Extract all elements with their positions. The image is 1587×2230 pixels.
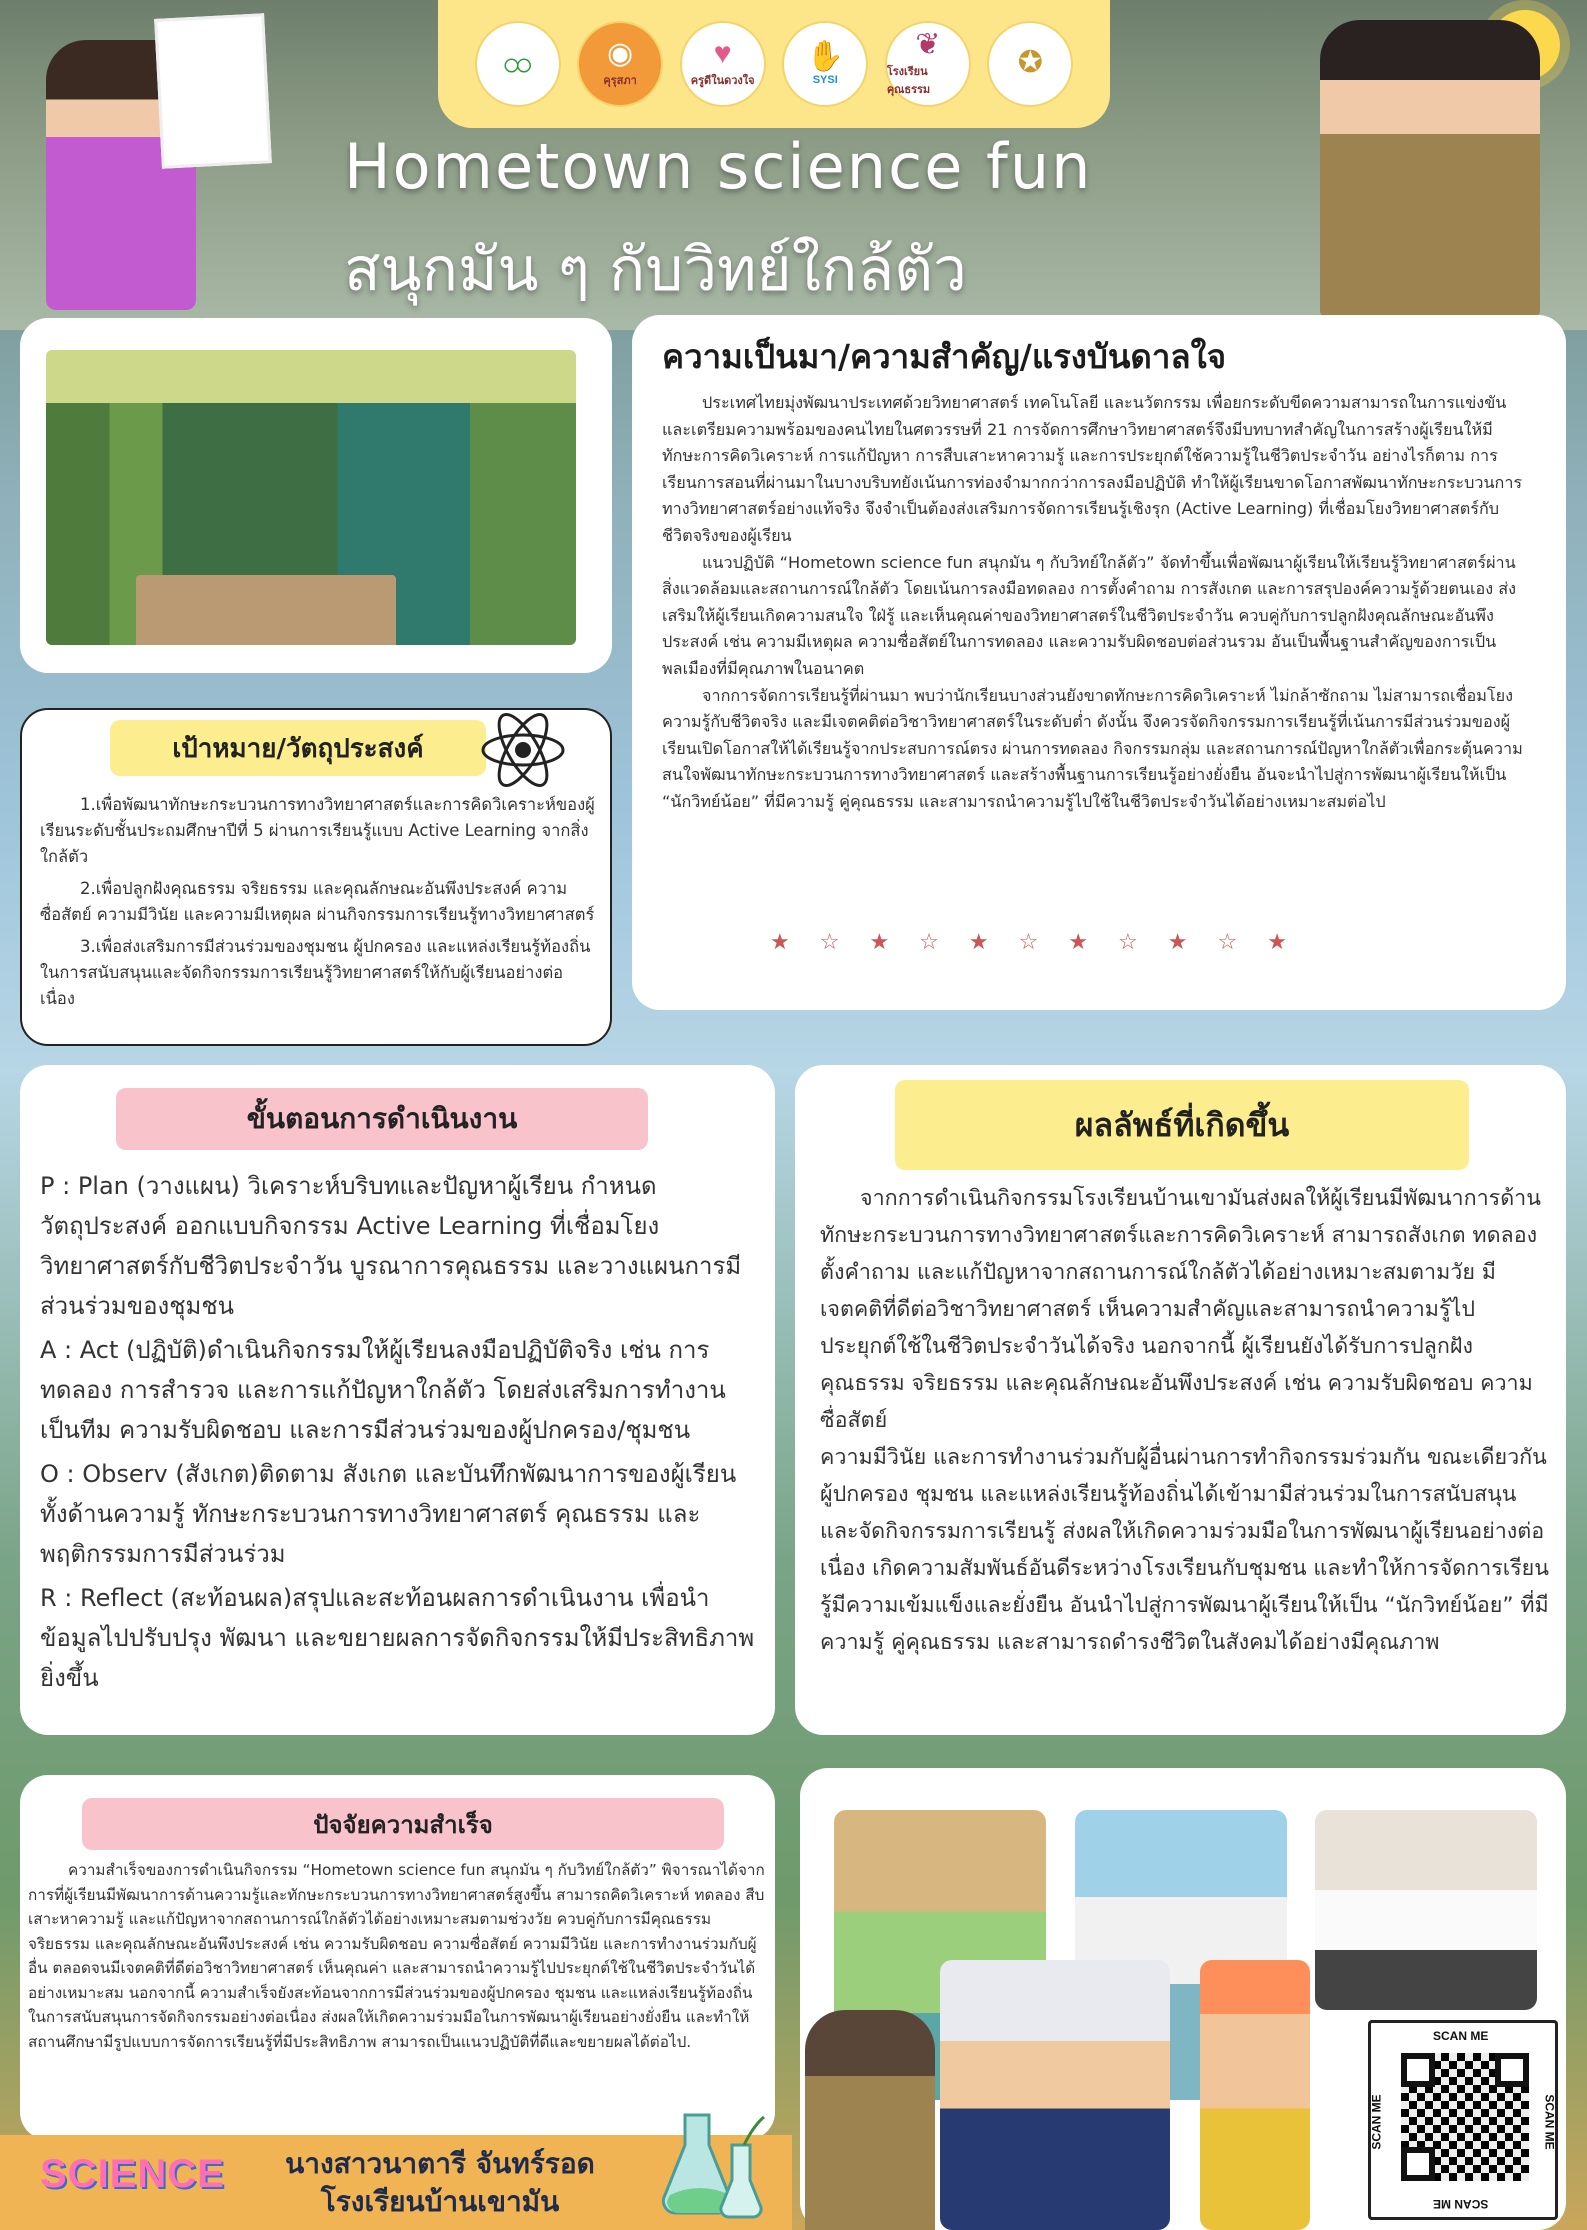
step-observe: O : Observ (สังเกต)ติดตาม สังเกต และบันทึกพัฒนาการของผู้เรียน ทั้งด้านความรู้ ทักษะกระบวนการทางวิทยาศาสตร์ คุณธรรม และพฤติกรรมการมีส่วนร่วม xyxy=(40,1460,737,1568)
school-name: โรงเรียนบ้านเขามัน xyxy=(320,2185,560,2218)
students-reading-photo xyxy=(940,1960,1170,2230)
stars-decoration: ★☆★☆★☆★☆★☆★ xyxy=(770,930,1317,955)
school-logo: ❦ โรงเรียนคุณธรรม xyxy=(885,21,971,107)
step-act: A : Act (ปฏิบัติ)ดำเนินกิจกรรมให้ผู้เรียนลงมือปฏิบัติจริง เช่น การทดลอง การสำรวจ และการแก้ปัญหาใกล้ตัว โดยส่งเสริมการทำงานเป็นทีม ความรับผิดชอบ และการมีส่วนร่วมของผู้ปกครอง/ชุมชน xyxy=(40,1336,726,1444)
qr-finder xyxy=(1401,2053,1435,2087)
atom-icon xyxy=(478,705,568,795)
goal-item: 2.เพื่อปลูกฝังคุณธรรม จริยธรรม และคุณลักษณะอันพึงประสงค์ ความซื่อสัตย์ ความมีวินัย และความมีเหตุผล ผ่านกิจกรรมการเรียนรู้ทางวิทยาศาสตร์ xyxy=(40,879,595,924)
success-title: ปัจจัยความสำเร็จ xyxy=(82,1798,724,1850)
results-paragraph: จากการดำเนินกิจกรรมโรงเรียนบ้านเขามันส่งผลให้ผู้เรียนมีพัฒนาการด้านทักษะกระบวนการทางวิทยาศาสตร์และการคิดวิเคราะห์ สามารถสังเกต ทดลอง ตั้งคำถาม และแก้ปัญหาจากสถานการณ์ใกล้ตัวได้อย่างเหมาะสมตามวัย มีเจตคติที่ดีต่อวิชาวิทยาศาสตร์ เห็นความสำคัญและสามารถนำความรู้ไปประยุกต์ใช้ในชีวิตประจำวันได้จริง นอกจากนี้ ผู้เรียนยังได้รับการปลูกฝังคุณธรรม จริยธรรม และคุณลักษณะอันพึงประสงค์ เช่น ความรับผิดชอบ ความซื่อสัตย์ xyxy=(820,1186,1541,1433)
background-paragraph: แนวปฏิบัติ “Hometown science fun สนุกมัน ๆ กับวิทย์ใกล้ตัว” จัดทำขึ้นเพื่อพัฒนาผู้เรียนให้เรียนรู้วิทยาศาสตร์ผ่านสิ่งแวดล้อมและสถานการณ์ใกล้ตัว โดยเน้นการลงมือทดลอง การตั้งคำถาม การสังเกต และการสรุปองค์ความรู้ด้วยตนเอง ส่งเสริมให้ผู้เรียนเกิดความสนใจ ใฝ่รู้ และเห็นคุณค่าของวิทยาศาสตร์ในชีวิตประจำวัน ควบคู่กับการปลูกฝังคุณลักษณะอันพึงประสงค์ เช่น ความมีเหตุผล ความซื่อสัตย์ในการทดลอง และความรับผิดชอบต่อส่วนรวม อันเป็นพื้นฐานสำคัญของการเป็นพลเมืองที่มีคุณภาพในอนาคต xyxy=(662,552,1517,678)
logo-bar xyxy=(438,0,1110,128)
title-thai: สนุกมัน ๆ กับวิทย์ใกล้ตัว xyxy=(344,235,967,305)
results-title: ผลลัพธ์ที่เกิดขึ้น xyxy=(895,1080,1469,1170)
qr-code[interactable] xyxy=(1368,2020,1558,2220)
science-badge: SCIENCE xyxy=(40,2152,225,2196)
qr-label: SCAN ME xyxy=(1542,2094,1557,2150)
author-name: นางสาวนาตารี จันทร์รอด xyxy=(285,2147,595,2180)
author-block xyxy=(200,2145,680,2221)
green-loop-logo: ထ xyxy=(475,21,561,107)
background-body xyxy=(662,390,1528,816)
qr-finder xyxy=(1401,2147,1435,2181)
qr-label: SCAN ME xyxy=(1369,2094,1384,2150)
students-activity-photo xyxy=(46,350,576,645)
step-plan: P : Plan (วางแผน) วิเคราะห์บริบทและปัญหาผู้เรียน กำหนดวัตถุประสงค์ ออกแบบกิจกรรม Active Learning ที่เชื่อมโยงวิทยาศาสตร์กับชีวิตประจำวัน บูรณาการคุณธรรม และวางแผนการมีส่วนร่วมของชุมชน xyxy=(40,1172,742,1320)
qr-finder xyxy=(1495,2053,1529,2087)
emblem-logo: ✪ xyxy=(987,21,1073,107)
goals-title: เป้าหมาย/วัตถุประสงค์ xyxy=(110,720,486,776)
scout-teacher-photo-right xyxy=(1320,20,1540,320)
background-title: ความเป็นมา/ความสำคัญ/แรงบันดาลใจ xyxy=(662,337,1227,376)
goals-list xyxy=(40,792,596,1018)
goal-item: 3.เพื่อส่งเสริมการมีส่วนร่วมของชุมชน ผู้ปกครอง และแหล่งเรียนรู้ท้องถิ่น ในการสนับสนุนและจัดกิจกรรมการเรียนรู้วิทยาศาสตร์ให้กับผู้เรียนอย่างต่อเนื่อง xyxy=(40,937,591,1008)
qr-label: SCAN ME xyxy=(1433,2029,1489,2043)
kurusapa-logo: ◉ คุรุสภา xyxy=(577,21,663,107)
students-observing-photo xyxy=(1315,1810,1537,2010)
scout-leader-photo xyxy=(805,2010,935,2230)
results-body xyxy=(820,1180,1550,1661)
flask-icon xyxy=(660,2105,770,2225)
sysi-logo: ✋ SYSI xyxy=(782,21,868,107)
background-paragraph: จากการจัดการเรียนรู้ที่ผ่านมา พบว่านักเรียนบางส่วนยังขาดทักษะการคิดวิเคราะห์ ไม่กล้าซักถาม ไม่สามารถเชื่อมโยงความรู้กับชีวิตจริง และมีเจตคติต่อวิชาวิทยาศาสตร์ในระดับต่ำ ดังนั้น จึงควรจัดกิจกรรมการเรียนรู้ที่เน้นการมีส่วนร่วมของผู้เรียนเปิดโอกาสให้ได้เรียนรู้จากประสบการณ์ตรง ผ่านการทดลอง กิจกรรมกลุ่ม และสถานการณ์ปัญหาใกล้ตัวเพื่อกระตุ้นความสนใจพัฒนาทักษะกระบวนการทางวิทยาศาสตร์ และสร้างพื้นฐานการเรียนรู้อย่างยั่งยืน อันจะนำไปสู่การพัฒนาผู้เรียนให้เป็น “นักวิทย์น้อย” ที่มีความรู้ คู่คุณธรรม และสามารถนำความรู้ไปใช้ในชีวิตประจำวันได้อย่างเหมาะสมต่อไป xyxy=(662,685,1523,811)
goal-item: 1.เพื่อพัฒนาทักษะกระบวนการทางวิทยาศาสตร์และการคิดวิเคราะห์ของผู้เรียนระดับชั้นประถมศึกษาปีที่ 5 ผ่านการเรียนรู้แบบ Active Learning จากสิ่งใกล้ตัว xyxy=(40,795,595,866)
qr-label: SCAN ME xyxy=(1433,2197,1489,2211)
success-body xyxy=(28,1858,768,2054)
title-english: Hometown science fun xyxy=(344,130,1093,203)
background-paragraph: ประเทศไทยมุ่งพัฒนาประเทศด้วยวิทยาศาสตร์ เทคโนโลยี และนวัตกรรม เพื่อยกระดับขีดความสามารถในการแข่งขันและเตรียมความพร้อมของคนไทยในศตวรรษที่ 21 การจัดการศึกษาวิทยาศาสตร์จึงมีบทบาทสำคัญในการสร้างผู้เรียนให้มีทักษะการคิดวิเคราะห์ การแก้ปัญหา การสืบเสาะหาความรู้ และการประยุกต์ใช้ความรู้ในชีวิตประจำวัน อย่างไรก็ตาม การเรียนการสอนที่ผ่านมาในบางบริบทยังเน้นการท่องจำมากกว่าการลงมือปฏิบัติ ทำให้ผู้เรียนขาดโอกาสพัฒนาทักษะกระบวนการทางวิทยาศาสตร์อย่างแท้จริง จึงจำเป็นต้องส่งเสริมการจัดการเรียนรู้เชิงรุก (Active Learning) ที่เชื่อมโยงวิทยาศาสตร์กับชีวิตจริงของผู้เรียน xyxy=(662,393,1523,545)
success-paragraph: ความสำเร็จของการดำเนินกิจกรรม “Hometown science fun สนุกมัน ๆ กับวิทย์ใกล้ตัว” พิจารณาได้จากการที่ผู้เรียนมีพัฒนาการด้านความรู้และทักษะกระบวนการทางวิทยาศาสตร์สูงขึ้น สามารถคิดวิเคราะห์ ทดลอง สืบเสาะหาความรู้ และแก้ปัญหาจากสถานการณ์ใกล้ตัวได้อย่างเหมาะสมตามช่วงวัย ควบคู่กับการมีคุณธรรม จริยธรรม และคุณลักษณะอันพึงประสงค์ เช่น ความรับผิดชอบ ความซื่อสัตย์ ความมีวินัย และการทำงานร่วมกับผู้อื่น ตลอดจนมีเจตคติที่ดีต่อวิชาวิทยาศาสตร์ เห็นคุณค่า และสามารถนำความรู้ไปประยุกต์ใช้ในชีวิตประจำวันได้อย่างเหมาะสม นอกจากนี้ ความสำเร็จยังสะท้อนจากการมีส่วนร่วมของผู้ปกครอง ชุมชน และแหล่งเรียนรู้ท้องถิ่นในการสนับสนุนการจัดกิจกรรมอย่างต่อเนื่อง ส่งผลให้เกิดความร่วมมือในการพัฒนาผู้เรียนอย่างยั่งยืน และทำให้สถานศึกษามีรูปแบบการจัดการเรียนรู้ที่มีประสิทธิภาพ สามารถเป็นแนวปฏิบัติที่ดีและขยายผลได้ต่อไป. xyxy=(28,1861,765,2051)
step-reflect: R : Reflect (สะท้อนผล)สรุปและสะท้อนผลการดำเนินงาน เพื่อนำข้อมูลไปปรับปรุง พัฒนา และขยายผลการจัดกิจกรรมให้มีประสิทธิภาพยิ่งขึ้น xyxy=(40,1584,755,1692)
steps-title: ขั้นตอนการดำเนินงาน xyxy=(116,1088,648,1150)
results-paragraph: ความมีวินัย และการทำงานร่วมกับผู้อื่นผ่านการทำกิจกรรมร่วมกัน ขณะเดียวกัน ผู้ปกครอง ชุมชน และแหล่งเรียนรู้ท้องถิ่นได้เข้ามามีส่วนร่วมในการสนับสนุนและจัดกิจกรรมการเรียนรู้ ส่งผลให้เกิดความร่วมมือในการพัฒนาผู้เรียนอย่างต่อเนื่อง เกิดความสัมพันธ์อันดีระหว่างโรงเรียนกับชุมชน และทำให้การจัดการเรียนรู้มีความเข้มแข็งและยั่งยืน อันนำไปสู่การพัฒนาผู้เรียนให้เป็น “นักวิทย์น้อย” ที่มีความรู้ คู่คุณธรรม และสามารถดำรงชีวิตในสังคมได้อย่างมีคุณภาพ xyxy=(820,1445,1549,1655)
held-poster-image xyxy=(154,13,272,169)
steps-list xyxy=(40,1166,755,1702)
child-costume-photo xyxy=(1200,1960,1310,2230)
moral-school-logo: ♥ ครูดีในดวงใจ xyxy=(680,21,766,107)
